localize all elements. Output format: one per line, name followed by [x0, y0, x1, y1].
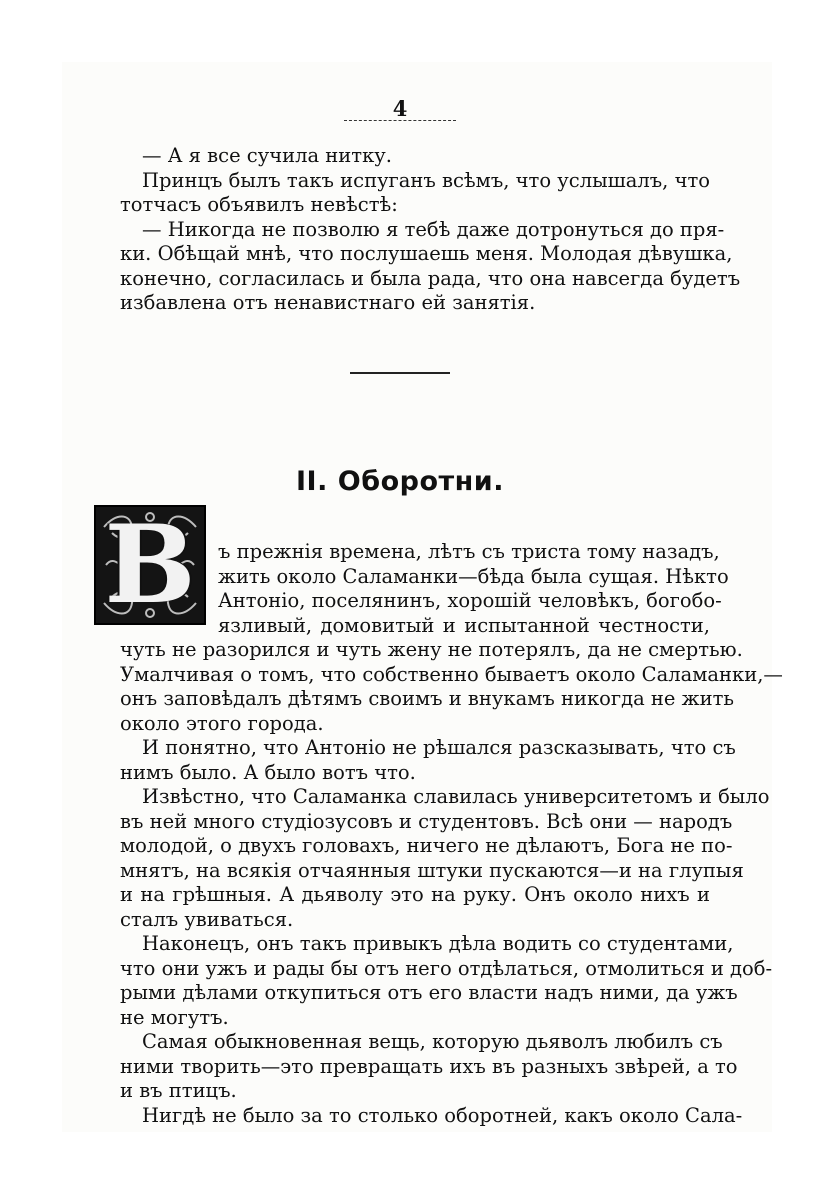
text-line: Антоніо, поселянинъ, хорошій человѣкъ, богобо-	[218, 589, 722, 612]
text-line: что они ужъ и рады бы отъ него отдѣлаться, отмолиться и доб-	[120, 956, 773, 980]
text-line: Умалчивая о томъ, что собственно бываетъ около Саламанки,—	[120, 662, 783, 686]
text-line: избавлена отъ ненавистнаго ей занятія.	[120, 291, 536, 314]
text-line: тотчасъ объявилъ невѣстѣ:	[120, 193, 398, 216]
top-text-block	[120, 144, 741, 316]
text-line: Извѣстно, что Саламанка славилась университетомъ и было	[142, 785, 770, 808]
drop-cap-letter: В	[104, 505, 196, 625]
page-number: 4	[392, 96, 408, 121]
text-line: рыми дѣлами откупиться отъ его власти надъ ними, да ужъ	[120, 981, 738, 1004]
text-line: около этого города.	[120, 711, 324, 735]
text-line: молодой, о двухъ головахъ, ничего не дѣлаютъ, Бога не по-	[120, 834, 733, 857]
text-line: ки. Обѣщай мнѣ, что послушаешь меня. Молодая дѣвушка,	[120, 242, 733, 265]
text-line: Самая обыкновенная вещь, которую дьяволъ любилъ съ	[142, 1030, 723, 1053]
text-line: мнятъ, на всякія отчаянныя штуки пускаются—и на глупыя	[120, 858, 744, 882]
text-line: язливый, домовитый и испытанной честности,	[218, 613, 710, 637]
text-line: въ ней много студіозусовъ и студентовъ. Всѣ они — народъ	[120, 809, 733, 833]
text-line: чуть не разорился и чуть жену не потерялъ, да не смертью.	[120, 638, 743, 661]
text-line: нимъ было. А было вотъ что.	[120, 760, 416, 784]
text-line: ъ прежнія времена, лѣтъ съ триста тому назадъ,	[218, 540, 720, 563]
text-line: Наконецъ, онъ такъ привыкъ дѣла водить со студентами,	[142, 932, 734, 955]
text-line: жить около Саламанки—бѣда была сущая. Нѣкто	[218, 564, 729, 588]
text-line: — А я все сучила нитку.	[142, 144, 392, 167]
text-line: Принцъ былъ такъ испуганъ всѣмъ, что услышалъ, что	[142, 168, 710, 192]
text-line: конечно, согласилась и была рада, что она навсегда будетъ	[120, 266, 741, 290]
section-separator	[350, 372, 450, 374]
drop-cap	[94, 505, 206, 625]
drop-cap-text-block	[218, 540, 729, 638]
text-line: и на грѣшныя. А дьяволу это на руку. Онъ около нихъ и	[120, 883, 710, 906]
body-text-block	[120, 638, 783, 1128]
text-line: Нигдѣ не было за то столько оборотней, какъ около Сала-	[142, 1103, 743, 1127]
text-line: онъ заповѣдалъ дѣтямъ своимъ и внукамъ никогда не жить	[120, 687, 735, 710]
text-line: И понятно, что Антоніо не рѣшался разсказывать, что съ	[142, 736, 736, 759]
text-line: не могутъ.	[120, 1005, 229, 1029]
page-number-rule	[344, 120, 456, 121]
chapter-heading: II. Оборотни.	[296, 466, 504, 497]
text-line: ними творить—это превращать ихъ въ разныхъ звѣрей, а то	[120, 1054, 738, 1078]
text-line: и въ птицъ.	[120, 1079, 237, 1102]
text-line: сталъ увиваться.	[120, 907, 294, 931]
text-line: — Никогда не позволю я тебѣ даже дотронуться до пря-	[142, 217, 725, 241]
